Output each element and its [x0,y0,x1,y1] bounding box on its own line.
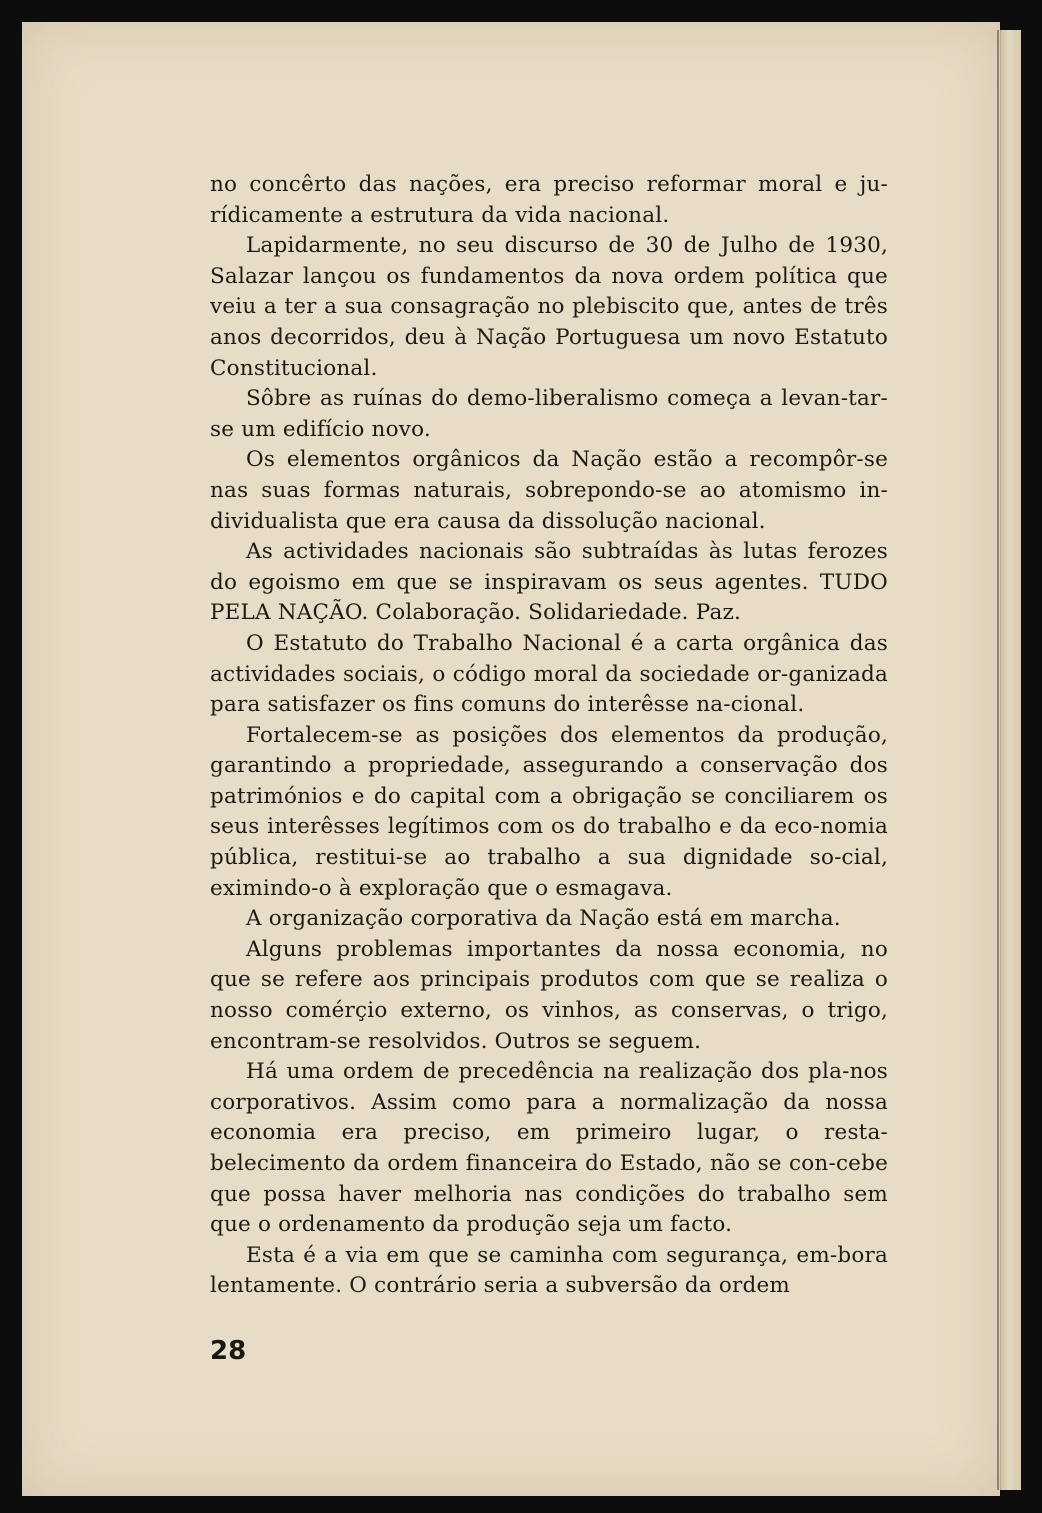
next-page-edge [1000,30,1021,1490]
paragraph: As actividades nacionais são subtraídas às lutas ferozes do egoismo em que se inspiravam os seus agentes. TUDO PELA NAÇÃO. Colaboração. Solidariedade. Paz. [210,539,888,626]
paragraph: O Estatuto do Trabalho Nacional é a carta orgânica das actividades sociais, o código moral da sociedade or-ganizada para satisfazer os fins comuns do interêsse na-cional. [210,630,888,718]
paragraph: A organização corporativa da Nação está em marcha. [246,906,841,932]
page-number: 28 [210,1336,247,1366]
paragraph: Sôbre as ruínas do demo-liberalismo começa a levan-tar-se um edifício novo. [210,386,888,442]
paragraph: Fortalecem-se as posições dos elementos da produção, garantindo a propriedade, assegurando a conservação dos patrimónios e do capital com a obrigação se conciliarem os seus interêsses legítimos com os do trabalho e da eco-nomia pública, restitui-se ao trabalho a sua dignidade so-cial, eximindo-o à exploração que o esmagava. [210,722,888,901]
page-binding-line [997,30,999,1490]
paragraph: Esta é a via em que se caminha com segurança, em-bora lentamente. O contrário seria a subversão da ordem [210,1242,888,1299]
paragraph: Lapidarmente, no seu discurso de 30 de Julho de 1930, Salazar lançou os fundamentos da nova ordem política que veiu a ter a sua consagração no plebiscito que, antes de três anos decorridos, deu à Nação Portuguesa um novo Estatuto Constitucional. [210,233,888,381]
paragraph: Alguns problemas importantes da nossa economia, no que se refere aos principais produtos com que se realiza o nosso comérçio externo, os vinhos, as conservas, o trigo, encontram-se resolvidos. Outros se seguem. [210,936,888,1054]
paragraph: no concêrto das nações, era preciso reformar moral e ju-rídicamente a estrutura da vida nacional. [210,172,888,228]
body-text [210,170,888,1302]
paragraph: Os elementos orgânicos da Nação estão a recompôr-se nas suas formas naturais, sobrepondo-se ao atomismo in-dividualista que era causa da dissolução nacional. [210,447,888,534]
paragraph: Há uma ordem de precedência na realização dos pla-nos corporativos. Assim como para a normalização da nossa economia era preciso, em primeiro lugar, o resta-belecimento da ordem financeira do Estado, não se con-cebe que possa haver melhoria nas condições do trabalho sem que o ordenamento da produção seja um facto. [210,1059,888,1238]
